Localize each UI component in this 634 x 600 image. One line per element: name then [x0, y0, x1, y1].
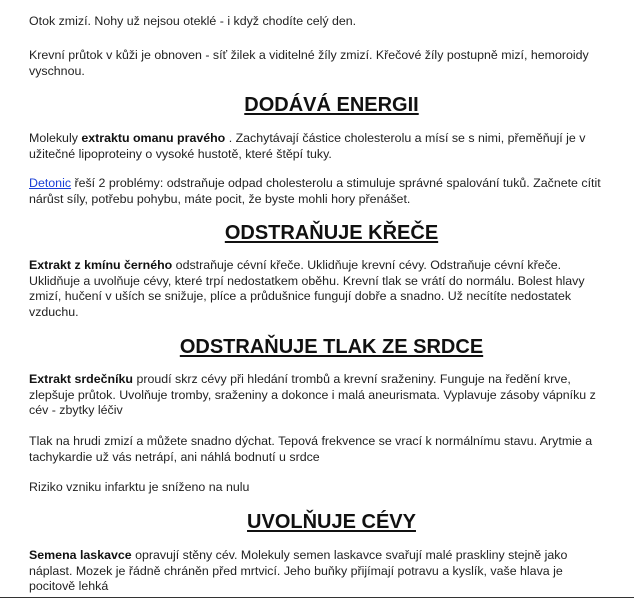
- text-line: cév - zbytky léčiv: [29, 403, 123, 417]
- bold-ingredient: Extrakt z kmínu černého: [29, 258, 173, 272]
- paragraph-detonic: [29, 176, 601, 207]
- bold-ingredient: extraktu omanu pravého: [81, 131, 226, 145]
- paragraph-cumin: [29, 258, 585, 320]
- detonic-link[interactable]: Detonic: [29, 176, 72, 190]
- paragraph-swelling: [29, 14, 356, 30]
- section-heading-cramps: ODSTRAŇUJE KŘEČE: [224, 222, 439, 244]
- text-line: tachykardie už vás netrápí, ani náhlá bodnutí u srdce: [29, 449, 320, 464]
- text-line: proudí skrz cévy při hledání trombů a krevní sraženiny. Funguje na ředění krve,: [133, 372, 571, 386]
- text-line: . Zachytávají částice cholesterolu a mísí se s nimi, přeměňují je v: [225, 131, 586, 145]
- text-line: zmizí, hučení v uších se snižuje, plíce a průdušnice fungují dobře a snadno. Už necítíte nedostatek: [29, 289, 572, 303]
- text-line: opravují stěny cév. Molekuly semen laskavce svařují malé praskliny stejně jako: [131, 548, 568, 562]
- text-line: Molekuly: [29, 131, 82, 145]
- text-line: užitečné lipoproteiny o vysoké hustotě, které štěpí tuky.: [29, 146, 332, 161]
- bold-ingredient: Extrakt srdečníku: [29, 372, 133, 386]
- bottom-divider: [0, 597, 634, 598]
- text-line: odstraňuje cévní křeče. Uklidňuje krevní cévy. Odstraňuje cévní křeče.: [172, 258, 562, 272]
- paragraph-chest-pressure: [29, 434, 592, 465]
- paragraph-amaranth: [29, 548, 567, 595]
- paragraph-elecampane: [29, 131, 585, 162]
- paragraph-motherwort: [29, 372, 596, 419]
- text-line: vzduchu.: [29, 304, 79, 319]
- text-line: zlepšuje průtok. Uvolňuje tromby, sraženiny a dokonce i malá aneurismata. Vyplavuje zásoby vápníku z: [29, 387, 596, 402]
- section-heading-energy: DODÁVÁ ENERGII: [244, 94, 419, 116]
- text-line: Uklidňuje a uvolňuje cévy, které trpí nedostatkem oběhu. Krevní tlak se vrátí do normálu. Bolest hlavy: [29, 273, 585, 288]
- section-heading-vessels: UVOLŇUJE CÉVY: [247, 511, 416, 533]
- text-line: vyschnou.: [29, 63, 85, 78]
- text-line: Tlak na hrudi zmizí a můžete snadno dýchat. Tepová frekvence se vrací k normálnímu stavu. Arytmie a: [29, 434, 593, 448]
- bold-ingredient: Semena laskavce: [29, 548, 132, 562]
- text-line: Otok zmizí. Nohy už nejsou oteklé - i když chodíte celý den.: [29, 14, 357, 28]
- text-line: řeší 2 problémy: odstraňuje odpad cholesterolu a stimuluje správné spalování tuků. Začnete cítit: [71, 176, 601, 190]
- section-heading-heart-pressure: ODSTRAŇUJE TLAK ZE SRDCE: [179, 336, 484, 358]
- text-line: pocitově lehká: [29, 579, 109, 593]
- paragraph-blood-flow: [29, 48, 589, 79]
- paragraph-infarct-risk: [29, 480, 249, 496]
- text-line: náplast. Mozek je řádně chráněn před mrtvicí. Jeho buňky přijímají potravu a kyslík, vaše hlava je: [29, 563, 563, 578]
- text-line: nárůst síly, potřebu pohybu, máte pocit, že byste mohli hory přenášet.: [29, 191, 411, 206]
- text-line: Riziko vzniku infarktu je sníženo na nulu: [29, 480, 250, 494]
- text-line: Krevní průtok v kůži je obnoven - síť žilek a viditelné žíly zmizí. Křečové žíly postupně mizí, hemoroidy: [29, 48, 589, 62]
